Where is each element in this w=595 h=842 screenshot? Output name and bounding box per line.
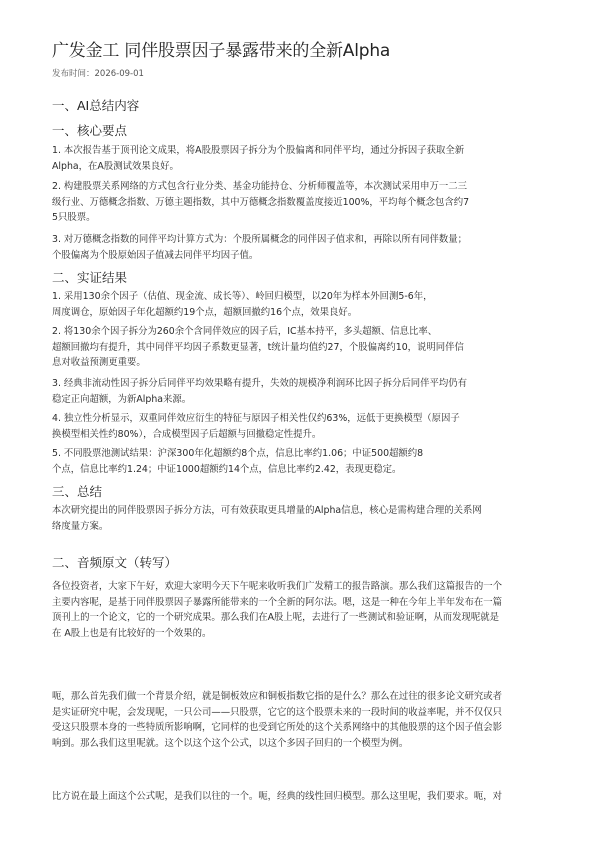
core-point-1: 1. 本次报告基于顶刊论文成果，将A股股票因子拆分为个股偏离和同伴平均，通过分拆因子获取全新 Alpha，在A股测试效果良好。 <box>52 145 465 172</box>
transcript-paragraph-1: 各位投资者，大家下午好，欢迎大家明今天下午呢来收听我们广发精工的报告路演。那么我们这篇报告的一个 主要内容呢，是基于同伴股票因子暴露所能带来的一个全新的阿尔法。嗯，这是一种在今年上半年发布在一篇 顶刊上的一个论文，它的一个研究成果。那么我们在A股上呢，去进行了一些测试和验证啊，从而发现呢就是 在 A股上也是有比较好的一个效果的。 <box>52 581 503 639</box>
ai-summary-heading: 一、AI总结内容 <box>52 98 140 113</box>
transcript-paragraph-2: 呃，那么首先我们做一个背景介绍，就是铜板效应和铜板指数它指的是什么？那么在过往的很多论文研究或者 是实证研究中呢，会发现呢，一只公司——只股票，它它的这个股票未来的一段时间的收益率呢，并不仅仅只 受这只股票本身的一些特质所影响啊，它同样的也受到它所处的这个关系网络中的其他股票的这个因子值会影 响到。那么我们这里呢就。这个以这个这个公式，以这个多因子回归的一个模型为例。 <box>52 691 503 749</box>
empirical-item-4: 4. 独立性分析显示，双重同伴效应衍生的特征与原因子相关性仅约63%，远低于更换模型（原因子 换模型相关性约80%），合成模型因子后超额与回撤稳定性提升。 <box>52 413 460 440</box>
publish-date: 发布时间：2026-09-01 <box>52 69 144 79</box>
transcript-paragraph-3: 比方说在最上面这个公式呢，是我们以往的一个。呃，经典的线性回归模型。那么这里呢，我们要求。呃，对 <box>52 791 503 802</box>
transcript-heading: 二、音频原文（转写） <box>52 555 178 570</box>
empirical-item-5: 5. 不同股票池测试结果：沪深300年化超额约8个点，信息比率约1.06；中证500超额约8 个点，信息比率约1.24；中证1000超额约14个点，信息比率约2.42，表现更稳定。 <box>52 448 424 475</box>
conclusion-text: 本次研究提出的同伴股票因子拆分方法，可有效获取更具增量的Alpha信息，核心是需构建合理的关系网 络度量方案。 <box>52 505 482 532</box>
page-title: 广发金工 同伴股票因子暴露带来的全新Alpha <box>52 41 391 61</box>
core-point-2: 2. 构建股票关系网络的方式包含行业分类、基金功能持仓、分析师覆盖等，本次测试采用申万一二三 级行业、万德概念指数、万德主题指数，其中万德概念指数覆盖度接近100%，平均每个概念包含约7 5只股票。 <box>52 181 470 223</box>
empirical-item-1: 1. 采用130余个因子（估值、现金流、成长等）、岭回归模型，以20年为样本外回测5-6年， 周度调仓，原始因子年化超额约19个点，超额回撤约16个点，效果良好。 <box>52 291 433 318</box>
empirical-item-3: 3. 经典非流动性因子拆分后同伴平均效果略有提升，失效的规模净利润环比因子拆分后同伴平均仍有 稳定正向超额，为新Alpha来源。 <box>52 378 468 405</box>
empirical-item-2: 2. 将130余个因子拆分为260余个含同伴效应的因子后，IC基本持平，多头超额、信息比率、 超额回撤均有提升，其中同伴平均因子系数更显著，t统计量均值约27，个股偏离约10，说明同伴信 息对收益预测更重要。 <box>52 326 464 368</box>
empirical-results-heading: 二、实证结果 <box>52 270 128 285</box>
core-point-3: 3. 对万德概念指数的同伴平均计算方式为：个股所属概念的同伴因子值求和，再除以所有同伴数量； 个股偏离为个股原始因子值减去同伴平均因子值。 <box>52 234 468 261</box>
conclusion-heading: 三、总结 <box>52 484 103 499</box>
core-points-heading: 一、核心要点 <box>52 123 128 138</box>
